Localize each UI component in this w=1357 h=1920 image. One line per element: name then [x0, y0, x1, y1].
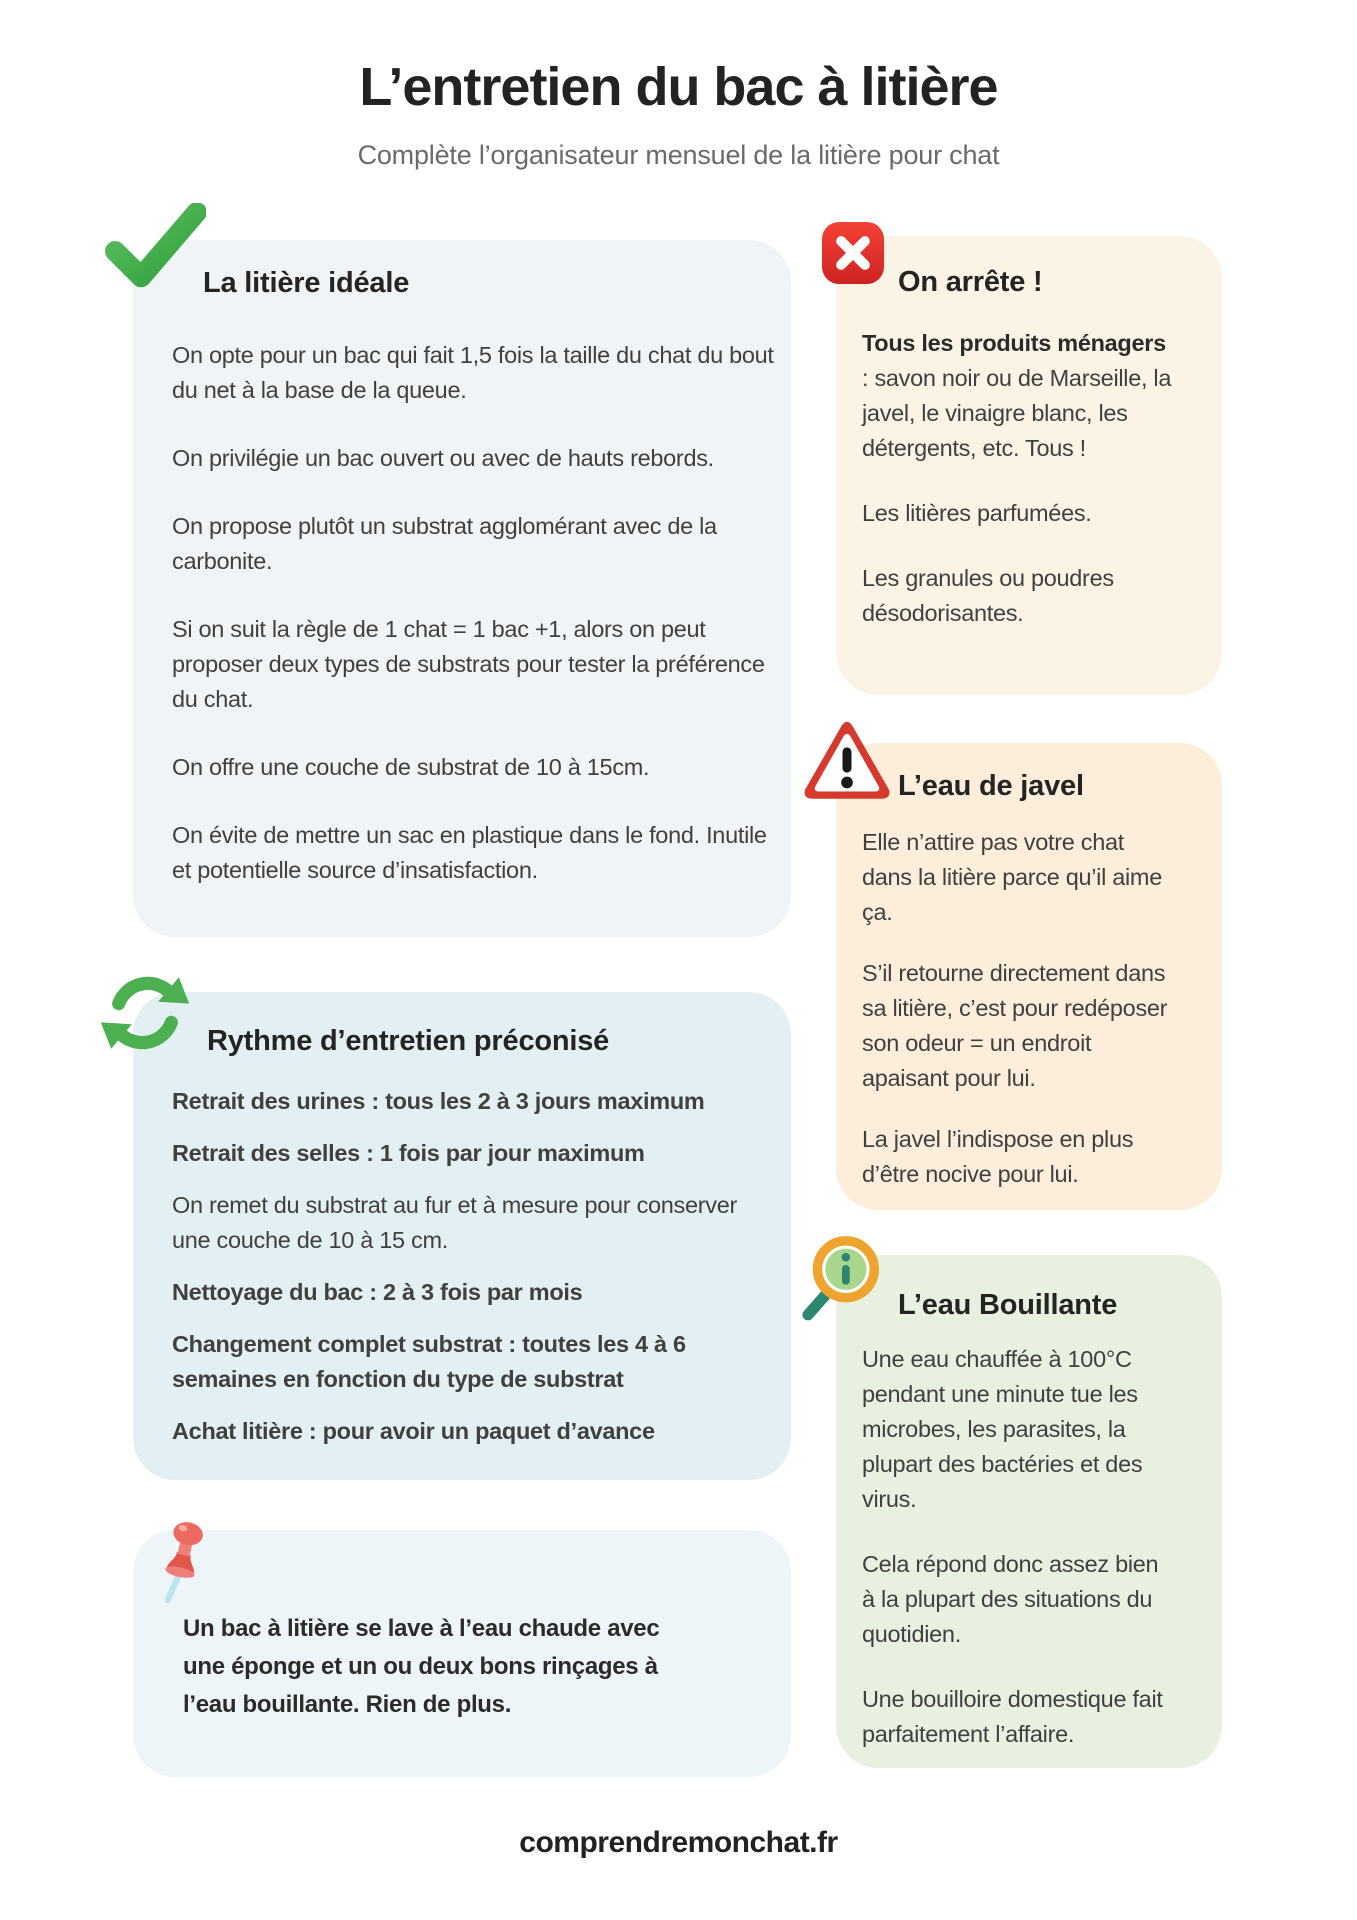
card-lavage-note: [133, 1530, 791, 1777]
paragraph-rest: : savon noir ou de Marseille, la javel, le vinaigre blanc, les détergents, etc. Tous !: [862, 365, 1172, 461]
page-title: L’entretien du bac à litière: [359, 57, 998, 117]
warning-icon: [802, 712, 892, 808]
card-on-arrete: [836, 236, 1222, 695]
card-eau-de-javel: [836, 743, 1222, 1210]
card-eau-bouillante: [836, 1255, 1222, 1768]
paragraph: On propose plutôt un substrat agglomérant avec de la carbonite.: [172, 513, 717, 574]
list-item: Nettoyage du bac : 2 à 3 fois par mois: [172, 1279, 583, 1305]
paragraph: S’il retourne directement dans sa litière, c’est pour redéposer son odeur = un endroit apaisant pour lui.: [862, 960, 1168, 1091]
paragraph: On opte pour un bac qui fait 1,5 fois la taille du chat du bout du net à la base de la queue.: [172, 342, 774, 403]
paragraph: Elle n’attire pas votre chat dans la litière parce qu’il aime ça.: [862, 829, 1162, 925]
magnifier-info-icon: [796, 1234, 882, 1326]
paragraph: Une bouilloire domestique fait parfaitement l’affaire.: [862, 1686, 1163, 1747]
page-subtitle: Complète l’organisateur mensuel de la litière pour chat: [357, 140, 1000, 170]
paragraph-bold-lead: Tous les produits ménagers: [862, 330, 1166, 356]
card-heading: La litière idéale: [203, 267, 410, 299]
list-item: Retrait des urines : tous les 2 à 3 jours maximum: [172, 1088, 705, 1114]
paragraph: On offre une couche de substrat de 10 à 15cm.: [172, 754, 650, 780]
paragraph: La javel l’indispose en plus d’être nocive pour lui.: [862, 1126, 1134, 1187]
card-heading: On arrête !: [898, 266, 1043, 298]
cross-icon: [820, 220, 886, 286]
card-heading: L’eau Bouillante: [898, 1289, 1118, 1321]
recycle-icon: [98, 966, 192, 1060]
website-footer: comprendremonchat.fr: [519, 1826, 838, 1859]
card-litiere-ideale: [133, 240, 791, 937]
check-icon: [104, 203, 206, 291]
card-heading: L’eau de javel: [898, 770, 1084, 802]
paragraph: Une eau chauffée à 100°C pendant une minute tue les microbes, les parasites, la plupart des bactéries et des virus.: [862, 1346, 1143, 1512]
list-item: On remet du substrat au fur et à mesure pour conserver une couche de 10 à 15 cm.: [172, 1192, 738, 1253]
pushpin-icon: [148, 1516, 218, 1608]
paragraph: On privilégie un bac ouvert ou avec de hauts rebords.: [172, 445, 714, 471]
paragraph: [862, 326, 1174, 466]
paragraph: Les litières parfumées.: [862, 500, 1092, 526]
card-rythme-entretien: [133, 992, 791, 1480]
paragraph: Les granules ou poudres désodorisantes.: [862, 565, 1114, 626]
paragraph: Cela répond donc assez bien à la plupart des situations du quotidien.: [862, 1551, 1159, 1647]
list-item: Achat litière : pour avoir un paquet d’avance: [172, 1418, 655, 1444]
note-text: Un bac à litière se lave à l’eau chaude avec une éponge et un ou deux bons rinçages à l’eau bouillante. Rien de plus.: [183, 1615, 660, 1718]
card-heading: Rythme d’entretien préconisé: [207, 1025, 610, 1057]
list-item: Retrait des selles : 1 fois par jour maximum: [172, 1140, 645, 1166]
paragraph: Si on suit la règle de 1 chat = 1 bac +1, alors on peut proposer deux types de substrats pour tester la préférence du chat.: [172, 616, 765, 712]
paragraph: On évite de mettre un sac en plastique dans le fond. Inutile et potentielle source d’insatisfaction.: [172, 822, 767, 883]
list-item: Changement complet substrat : toutes les 4 à 6 semaines en fonction du type de substrat: [172, 1331, 686, 1392]
